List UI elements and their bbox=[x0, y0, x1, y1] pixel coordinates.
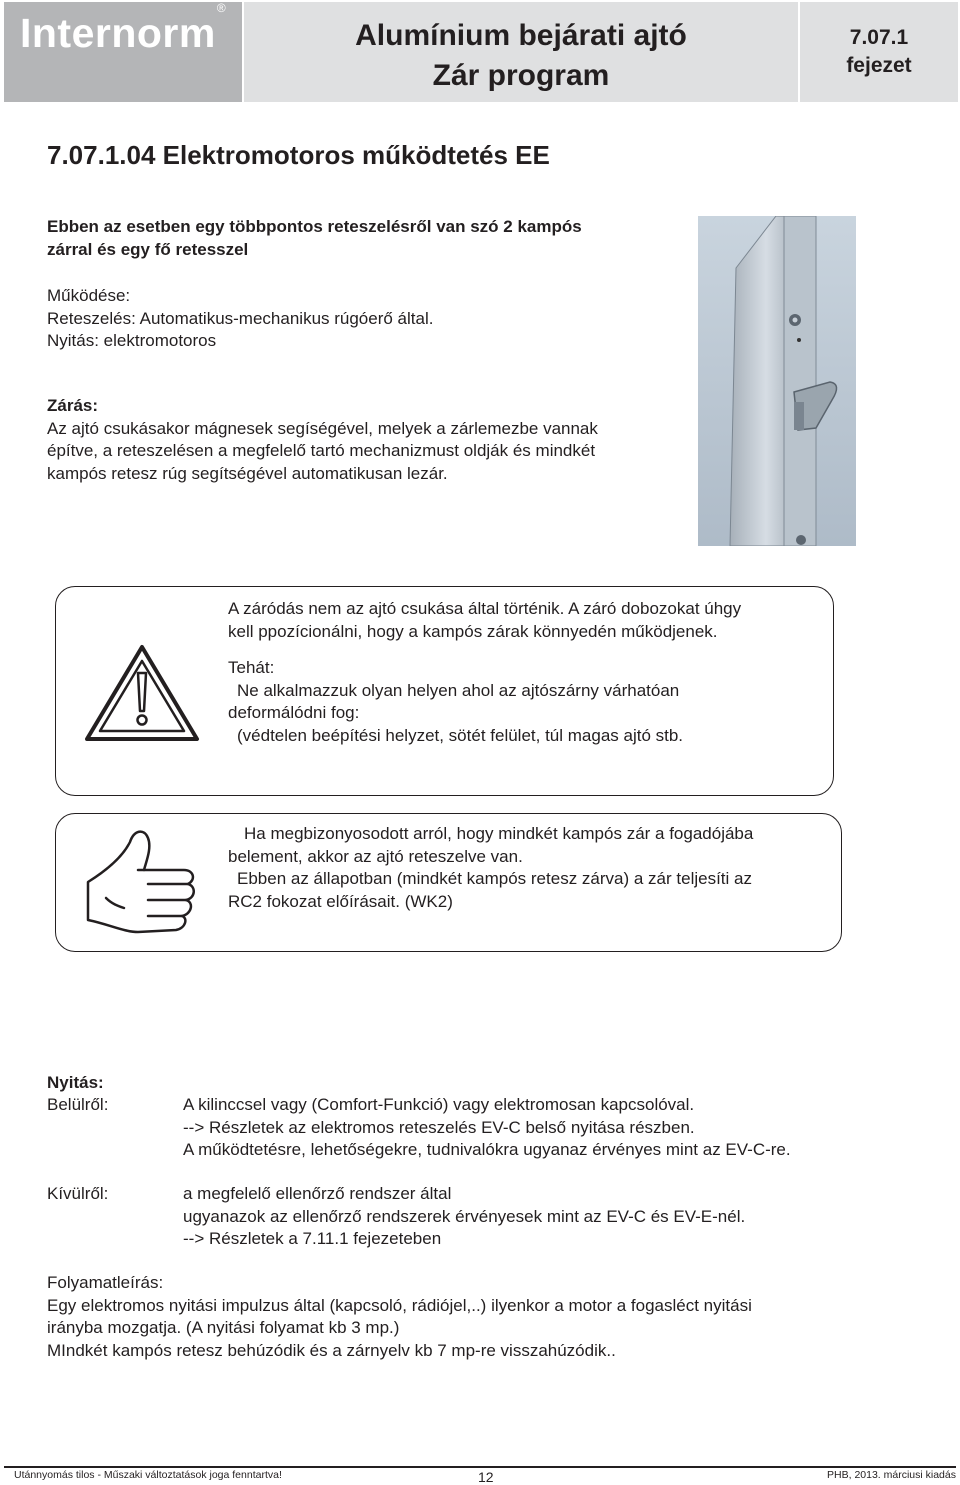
closing-line: kampós retesz rúg segítségével automatikusan lezár. bbox=[47, 463, 448, 483]
tip-line: Ha megbizonyosodott arról, hogy mindkét kampós zár a fogadójába bbox=[244, 824, 754, 843]
operation-opening: Nyitás: elektromotoros bbox=[47, 331, 217, 350]
page-number: 12 bbox=[478, 1469, 494, 1485]
title-line-2: Zár program bbox=[432, 59, 610, 92]
inside-line: A működtetésre, lehetőségekre, tudnivalókra ugyanaz érvényes mint az EV-C-re. bbox=[183, 1140, 791, 1159]
process-line: Egy elektromos nyitási impulzus által (kapcsoló, rádiójel,..) ilyenkor a motor a fogasléct nyitási bbox=[47, 1295, 752, 1315]
warning-text bbox=[228, 598, 818, 747]
thumbs-up-icon bbox=[78, 820, 208, 942]
process-line: MIndkét kampós retesz behúzódik és a zárnyelv kb 7 mp-re visszahúzódik.. bbox=[47, 1340, 616, 1360]
process-block bbox=[47, 1272, 927, 1362]
intro-line: zárral és egy fő retesszel bbox=[47, 239, 249, 259]
intro-line: Ebben az esetben egy többpontos reteszelésről van szó 2 kampós bbox=[47, 217, 582, 236]
process-line: irányba mozgatja. (A nyitási folyamat kb 3 mp.) bbox=[47, 1318, 400, 1337]
warning-line: kell ppozícionálni, hogy a kampós zárak könnyedén működjenek. bbox=[228, 621, 718, 641]
tip-line: Ebben az állapotban (mindkét kampós retesz zárva) a zár teljesíti az bbox=[237, 869, 752, 888]
intro-paragraph bbox=[47, 216, 687, 261]
chapter-marker bbox=[800, 2, 958, 102]
outside-description bbox=[183, 1183, 923, 1251]
closing-line: építve, a reteszelésen a megfelelő tartó mechanizmust oldják és mindkét bbox=[47, 441, 596, 460]
footer-edition: PHB, 2013. márciusi kiadás bbox=[827, 1469, 956, 1481]
closing-block bbox=[47, 395, 687, 485]
warning-line: (védtelen beépítési helyzet, sötét felület, túl magas ajtó stb. bbox=[237, 725, 684, 745]
warning-line: deformálódni fog: bbox=[228, 703, 360, 722]
closing-line: Az ajtó csukásakor mágnesek segíségével, melyek a zárlemezbe vannak bbox=[47, 418, 598, 438]
outside-line: a megfelelő ellenőrző rendszer által bbox=[183, 1184, 452, 1203]
section-title: 7.07.1.04 Elektromotoros működtetés EE bbox=[47, 140, 550, 170]
inside-line: --> Részletek az elektromos reteszelés EV-C belső nyitása részben. bbox=[183, 1117, 695, 1137]
brand-panel bbox=[4, 2, 242, 102]
process-heading: Folyamatleírás: bbox=[47, 1273, 164, 1292]
warning-line: Ne alkalmazzuk olyan helyen ahol az ajtószárny várhatóan bbox=[237, 680, 680, 700]
tip-line: belement, akkor az ajtó reteszelve van. bbox=[228, 846, 523, 866]
operation-locking: Reteszelés: Automatikus-mechanikus rúgóerő által. bbox=[47, 308, 434, 328]
outside-label: Kívülről: bbox=[47, 1184, 109, 1203]
operation-heading: Működése: bbox=[47, 286, 131, 305]
warning-triangle-icon bbox=[83, 643, 201, 743]
opening-heading: Nyitás: bbox=[47, 1073, 104, 1092]
closing-heading: Zárás: bbox=[47, 396, 99, 415]
tip-line: RC2 fokozat előírásait. (WK2) bbox=[228, 891, 453, 911]
inside-description bbox=[183, 1094, 923, 1162]
warning-line: A záródás nem az ajtó csukása által történik. A záró dobozokat úhgy bbox=[228, 599, 742, 618]
title-line-1: Alumínium bejárati ajtó bbox=[355, 19, 687, 52]
footer-copyright: Utánnyomás tilos - Műszaki változtatások joga fenntartva! bbox=[14, 1469, 282, 1481]
inside-label: Belülről: bbox=[47, 1095, 109, 1114]
outside-line: ugyanazok az ellenőrző rendszerek érvényesek mint az EV-C és EV-E-nél. bbox=[183, 1206, 746, 1226]
footer-divider bbox=[4, 1466, 956, 1468]
outside-line: --> Részletek a 7.11.1 fejezeteben bbox=[183, 1229, 442, 1248]
chapter-number: 7.07.1 bbox=[849, 26, 909, 49]
chapter-label: fejezet bbox=[846, 54, 912, 77]
warning-line: Tehát: bbox=[228, 658, 275, 677]
tip-text bbox=[228, 823, 828, 913]
lock-photo bbox=[698, 216, 856, 546]
operation-block bbox=[47, 285, 687, 353]
document-title bbox=[244, 2, 798, 102]
brand-logo: Internorm® bbox=[20, 1, 227, 56]
inside-line: A kilinccsel vagy (Comfort-Funkció) vagy elektromosan kapcsolóval. bbox=[183, 1095, 695, 1114]
